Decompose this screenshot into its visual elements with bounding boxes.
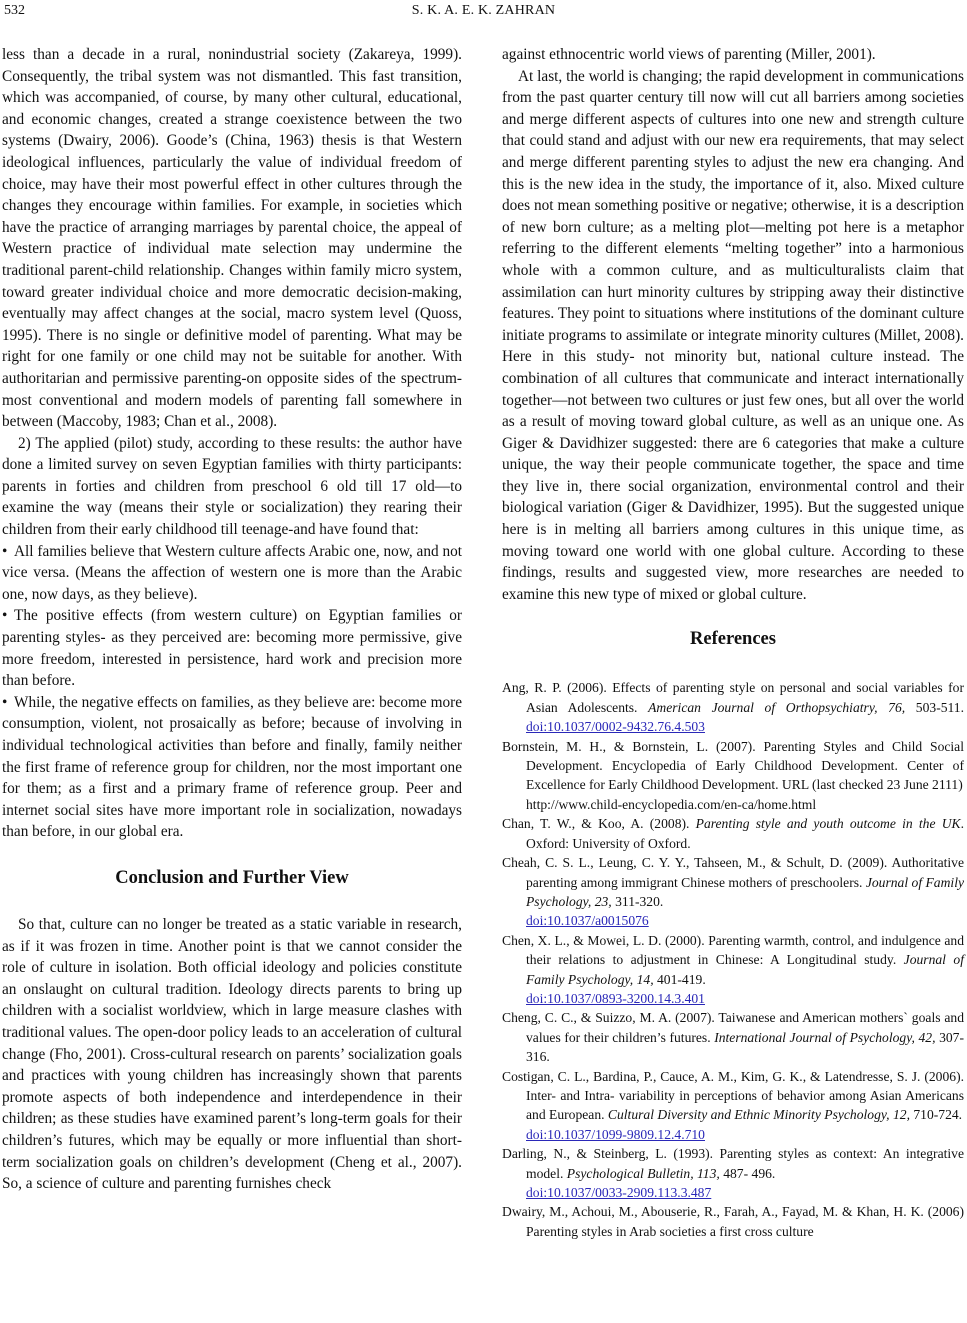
reference-url: http://www.child-encyclopedia.com/en-ca/home.html — [526, 796, 817, 812]
reference-item — [502, 1008, 964, 1066]
reference-pages: 503-511. — [905, 699, 965, 715]
doi-link[interactable]: doi:10.1037/0033-2909.113.3.487 — [526, 1185, 712, 1200]
reference-text: Costigan, C. L., Bardina, P., Cauce, A. M., Kim, G. K., & Latendresse, S. J. (2006). Inter- and Intra- variability in perceptions of behavior among Asian Americans and European. — [502, 1068, 964, 1123]
reference-item — [502, 931, 964, 1009]
reference-journal: Journal of Family Psychology, 14, — [526, 952, 964, 987]
reference-text: Ang, R. P. (2006). Effects of parenting style on personal and social variables for Asian Adolescents. — [502, 680, 964, 715]
left-column — [2, 44, 462, 1195]
reference-text: Bornstein, M. H., & Bornstein, L. (2007). Parenting Styles and Child Social Development. Encyclopedia of Early Childhood Development. Center of Excellence for Early Childhood Development. URL (last checked 23 June 2111) — [502, 738, 964, 793]
reference-item — [502, 1144, 964, 1202]
reference-text: Cheng, C. C., & Suizzo, M. A. (2007). Taiwanese and American mothers` goals and values for their children’s futures. — [502, 1010, 964, 1045]
conclusion-heading: Conclusion and Further View — [115, 867, 349, 888]
doi-link[interactable]: doi:10.1037/1099-9809.12.4.710 — [526, 1126, 705, 1142]
body-paragraph: At last, the world is changing; the rapid development in communications from the past quarter century till now will cut all barriers among societies and merge different aspects of cultures into one new and strength culture that could stand and adjust with our new era requirements, that may select and merge different parenting styles to adjust the new era changing. And this is the new idea in the study, the importance of it, also. Mixed culture does not mean something positive or negative; otherwise, it is a description of new born culture; as a melting plot—melting pot here is a metaphor referring to the different elements “melting together” into a harmonious whole with a common culture, and as multiculturalists claim that assimilation can hurt minority cultures by stripping away their distinctive features. They point to situations where institutions of the dominant culture initiate programs to assimilate or integrate minority cultures (Millet, 2008). Here in this study- not minority but, national culture instead. The combination of all cultures that communicate and interact internationally together—not between two cultures or just few ones, but all over the world as a result of moving toward global culture, as well as an unique one. As Giger & Davidhizer suggested: there are 6 categories that make a culture unique, the way their people communicate together, the space and time they live in, there social organization, environmental control and their biological variation (Giger & Davidhizer, 1995). But the suggested unique here is in melting all barriers among cultures in this unique time, as moving toward one world with one global culture. According to these findings, results and suggested view, more researches are needed to examine this new type of mixed or global culture. — [502, 67, 964, 603]
running-title: S. K. A. E. K. ZAHRAN — [411, 3, 556, 18]
reference-journal: International Journal of Psychology, 42, — [714, 1029, 936, 1045]
reference-text: Cheah, C. S. L., Leung, C. Y. Y., Tahseen, M., & Schult, D. (2009). Authoritative parenting among immigrant Chinese mothers of preschoolers. — [502, 855, 964, 890]
bullet-item — [2, 541, 462, 606]
bullet-text: All families believe that Western culture affects Arabic one, now, and not vice versa. (Means the affection of western one is more than the Arabic one, now days, as they believe). — [2, 542, 462, 603]
bullet-icon: • — [2, 542, 8, 560]
right-column — [502, 44, 964, 1241]
reference-pages: 307-316. — [526, 1029, 964, 1065]
doi-link[interactable]: doi:10.1037/0002-9432.76.4.503 — [526, 719, 705, 735]
page-number: 532 — [4, 3, 25, 18]
reference-text: Chan, T. W., & Koo, A. (2008). — [502, 816, 696, 832]
reference-item — [502, 814, 964, 853]
doi-link[interactable]: doi:10.1037/a0015076 — [526, 913, 649, 929]
running-head — [0, 0, 967, 22]
doi-link[interactable]: doi:10.1037/0893-3200.14.3.401 — [526, 990, 705, 1006]
body-paragraph: less than a decade in a rural, nonindustrial society (Zakareya, 1999). Consequently, the tribal system was not dismantled. This fast transition, which was accompanied, of course, by many other cultural, educational, and economic changes, created a strange coexistence between the two systems (Dwairy, 2006). Goode’s (China, 1963) thesis is that Western ideological influences, particularly the value of individual freedom of choice, may have their most powerful effect in other cultures through the changes they encourage within families. For example, in societies which have the practice of arranging marriages by parental choice, the appeal of Western practice of individual mate selection may undermine the traditional parent-child relationship. Changes within family micro system, toward greater individual choice and more democratic decision-making, eventually may affect changes at the social, macro system level (Quoss, 1995). There is no single or definitive model of parenting. What may be right for one family or one child may not be suitable for another. With authoritarian and permissive parenting-on opposite sides of the spectrum-most conventional and modern models of parenting fall somewhere in between (Maccoby, 1983; Chan et al., 2008). — [2, 46, 462, 431]
bullet-item — [2, 692, 462, 843]
reference-pages: 311-320. — [611, 893, 664, 909]
reference-pages: 401-419. — [653, 971, 706, 987]
bullet-item — [2, 605, 462, 691]
reference-item — [502, 1067, 964, 1145]
bullet-icon: • — [2, 607, 8, 625]
reference-title: Parenting style and youth outcome in the UK — [695, 816, 961, 832]
body-paragraph: So that, culture can no longer be treated as a static variable in research, as if it was frozen in time. Another point is that we cannot consider the role of culture in isolation. Both official ideology and policies constitute an onslaught on cultural tradition. Ideology directs parents to bring up children with a socialist worldview, which in large measure clashes with traditional values. The open-door policy leads to an acceleration of cultural change (Fho, 2001). Cross-cultural research on parents’ socialization goals and practices with young children has increasingly shown that parents promote aspects of both independence and interdependence in their children; as these studies have examined parent’s long-term goals for their children’s futures, which may be equally or more influential than short-term socialization goals on children’s development (Cheng et al., 2007). So, a science of culture and parenting furnishes check — [2, 915, 462, 1193]
reference-item — [502, 853, 964, 931]
reference-journal: Journal of Family Psychology, 23, — [526, 874, 965, 909]
body-paragraph: against ethnocentric world views of parenting (Miller, 2001). — [502, 46, 876, 63]
bullet-text: While, the negative effects on families, as they believe are: become more consumption, violent, not prosaically as before; because of involving in individual technological activities than before and finally, family neither the first frame of reference group for children, nor the most important one for them; as a first and a primary frame of reference group. Peer and internet social sites have more important role in socialization, nowadays than before, in our global era. — [2, 693, 462, 841]
reference-text: Darling, N., & Steinberg, L. (1993). Parenting styles as context: An integrative model. — [502, 1146, 964, 1181]
reference-list — [502, 678, 964, 1241]
reference-pages: 487- 496. — [719, 1165, 776, 1181]
reference-journal: Psychological Bulletin, 113, — [566, 1165, 720, 1181]
reference-text: Dwairy, M., Achoui, M., Abouserie, R., Farah, A., Fayad, M. & Khan, H. K. (2006) Parenting styles in Arab societies a first cross culture — [502, 1204, 964, 1239]
reference-text: Chen, X. L., & Mowei, L. D. (2000). Parenting warmth, control, and indulgence and their relations to adjustment in Chinese: A Longitudinal study. — [502, 932, 964, 968]
reference-journal: Cultural Diversity and Ethnic Minority Psychology, 12, — [607, 1107, 910, 1123]
reference-publisher: . Oxford: University of Oxford. — [526, 816, 964, 851]
reference-pages: 710-724. — [909, 1107, 963, 1123]
body-paragraph: 2) The applied (pilot) study, according to these results: the author have done a limited survey on seven Egyptian families with thirty participants: parents in forties and children from preschool 6 old till 17 old—to examine the way (means their style or socialization) they rearing their children from their early childhood till teenage-and have found that: — [2, 434, 462, 539]
reference-item — [502, 678, 964, 736]
bullet-icon: • — [2, 693, 8, 711]
bullet-text: The positive effects (from western culture) on Egyptian families or parenting styles- as they perceived are: becoming more permissive, give more freedom, interested in persistence, hard work and precision more than before. — [2, 607, 462, 690]
reference-item — [502, 737, 964, 815]
reference-journal: American Journal of Orthopsychiatry, 76, — [648, 699, 906, 715]
reference-item — [502, 1202, 964, 1241]
references-heading: References — [690, 629, 776, 650]
